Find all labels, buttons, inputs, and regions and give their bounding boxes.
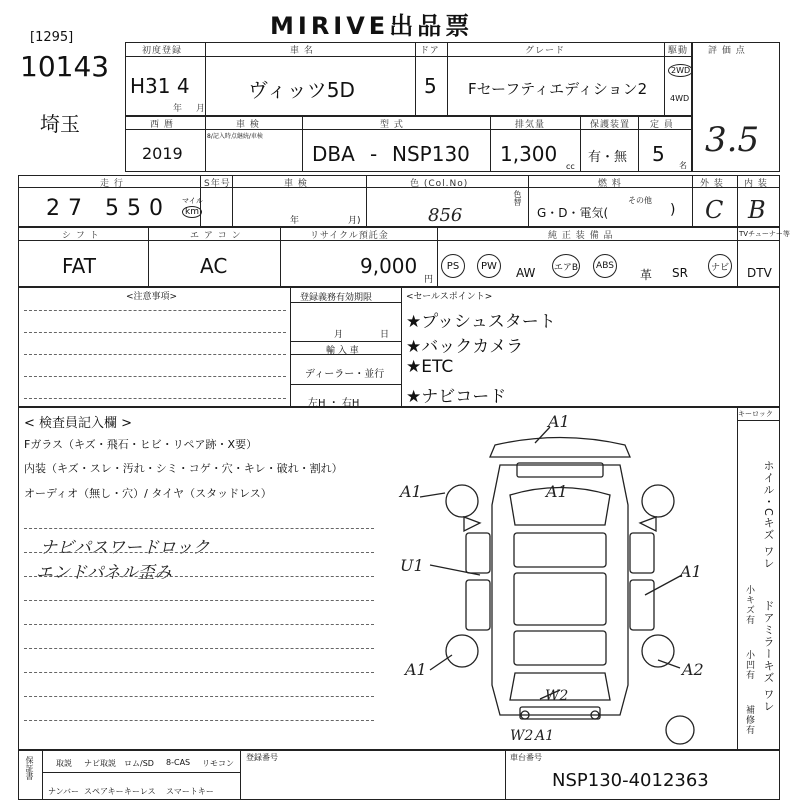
- chassis-value: NSP130-4012363: [552, 770, 709, 791]
- mileage-value: 27 550: [46, 196, 171, 221]
- footer-smart-key: スマートキー: [166, 787, 214, 796]
- interior-label: 内 装: [744, 179, 768, 189]
- equip-aw: AW: [516, 266, 536, 280]
- damage-mark-7: A2: [682, 660, 704, 679]
- equip-pw: PW: [477, 254, 501, 278]
- capacity-value: 5: [652, 142, 665, 166]
- footer-side-label: 保証書: [25, 756, 34, 780]
- color-value: 856: [428, 205, 463, 226]
- damage-mark-10: A1: [535, 728, 555, 744]
- damage-mark-8: W2: [545, 688, 569, 704]
- lot-number: 10143: [20, 50, 110, 83]
- km-unit: km: [182, 206, 202, 218]
- inspection2-year: 年: [290, 216, 300, 226]
- recycle-value: 9,000: [360, 254, 418, 278]
- footer-manual: 取説: [56, 759, 72, 768]
- type-dash: -: [370, 142, 378, 166]
- keylock-small-1: 小キズ有: [744, 585, 754, 625]
- inspection2-month: 月): [348, 216, 361, 226]
- seatbelt-label: 保護装置: [590, 120, 631, 130]
- footer-navi-manual: ナビ取説: [84, 759, 116, 768]
- damage-mark-3: A1: [546, 482, 568, 501]
- type-value: NSP130: [392, 142, 470, 166]
- keylock-mirror: ドアミラーキズ ワレ: [762, 600, 775, 713]
- damage-mark-4: U1: [400, 556, 424, 575]
- shift-value: FAT: [62, 254, 97, 278]
- mile-unit: マイル: [182, 197, 203, 205]
- displacement-label: 排気量: [515, 120, 546, 130]
- footer-rom: ロム/SD: [124, 759, 154, 768]
- reg-day: 日: [380, 330, 390, 340]
- damage-mark-9: W2: [510, 728, 534, 744]
- damage-mark-5: A1: [680, 562, 702, 581]
- damage-mark-6: A1: [405, 660, 427, 679]
- reg-deadline-label: 登録義務有効期限: [300, 293, 373, 303]
- caution-label: <注意事項>: [126, 292, 178, 302]
- footer-plate: ナンバー: [48, 787, 80, 796]
- footer-spare-key: スペアキー: [84, 787, 124, 796]
- tuner-label: TVチューナー等: [739, 230, 790, 238]
- equip-leather: 革: [640, 268, 653, 282]
- footer-keyless: キーレス: [124, 787, 156, 796]
- sales-label: <セールスポイント>: [406, 292, 493, 302]
- footer-bcas: 8-CAS: [166, 758, 191, 767]
- model-year-value: 2019: [142, 144, 183, 163]
- name-value: ヴィッツ5D: [248, 78, 355, 102]
- lot-bracket: [1295]: [30, 30, 74, 45]
- sales-point-2: ★バックカメラ: [406, 337, 524, 357]
- dealer-label: ディーラー・並行: [305, 369, 385, 380]
- type-prefix: DBA: [312, 142, 355, 166]
- inspection-note: 8/記入時点継続/車検: [207, 133, 263, 140]
- equip-abs: ABS: [593, 254, 617, 278]
- year-unit: 年: [173, 104, 184, 114]
- footer-remote: リモコン: [202, 759, 234, 768]
- color-label: 色 (Col.No): [410, 179, 469, 189]
- sales-point-4: ★ナビコード: [406, 387, 507, 407]
- ac-label: エ ア コ ン: [190, 231, 242, 241]
- shift-label: シ フ ト: [62, 231, 100, 241]
- s-label: S年号: [204, 179, 231, 189]
- fuel-other: その他: [628, 196, 652, 205]
- keylock-repair: 補修有: [744, 705, 754, 735]
- score-value: 3.5: [705, 120, 760, 160]
- drive-2wd: 2WD: [668, 64, 693, 77]
- type-label: 型 式: [380, 120, 404, 130]
- drive-label: 駆動: [668, 46, 689, 56]
- sales-point-1: ★プッシュスタート: [406, 312, 556, 332]
- equipment-label: 純 正 装 備 品: [548, 231, 614, 241]
- interior-line: 内装（キズ・スレ・汚れ・シミ・コゲ・穴・キレ・破れ・割れ）: [24, 462, 343, 475]
- sales-point-3: ★ETC: [406, 357, 454, 377]
- doors-value: 5: [424, 74, 437, 98]
- grade-label: グレード: [525, 46, 566, 56]
- first-reg-value: H31 4: [130, 74, 190, 98]
- grade-value: Fセーフティエディション2: [468, 80, 648, 98]
- audio-line: オーディオ（無し・穴）/ タイヤ（スタッドレス）: [24, 487, 272, 500]
- inspection2-label: 車 検: [284, 179, 308, 189]
- equip-dtv: DTV: [747, 266, 772, 280]
- displacement-value: 1,300: [500, 142, 558, 166]
- glass-line: Fガラス（キズ・飛石・ヒビ・リペア跡・X要）: [24, 438, 258, 451]
- fuel-value: G・D・電気(: [537, 206, 609, 220]
- keylock-label: キーロック: [738, 410, 773, 418]
- equip-airbag: エアB: [552, 254, 580, 278]
- damage-mark-1: A1: [548, 412, 570, 431]
- fuel-label: 燃 料: [598, 179, 622, 189]
- doors-label: ドア: [420, 46, 440, 56]
- first-reg-label: 初度登録: [142, 46, 183, 56]
- inspector-title: < 検査員記入欄 >: [24, 416, 133, 431]
- cc-unit: cc: [566, 162, 575, 171]
- equip-navi: ナビ: [708, 254, 732, 278]
- reg-no-label: 登録番号: [246, 753, 278, 762]
- equip-ps: PS: [441, 254, 465, 278]
- model-year-label: 西 暦: [150, 120, 174, 130]
- recycle-label: リサイクル預託金: [310, 231, 389, 241]
- keylock-small-2: 小凹有: [744, 650, 754, 680]
- seatbelt-value: 有・無: [588, 150, 628, 165]
- import-label: 輸 入 車: [326, 346, 359, 356]
- interior-value: B: [748, 196, 766, 224]
- form-title: MIRIVE出品票: [270, 12, 474, 40]
- keylock-wheel: ホイル・Cキズ ワレ: [762, 460, 775, 570]
- color-change: 色替: [513, 190, 522, 206]
- region: 埼玉: [40, 112, 80, 136]
- equip-sr: SR: [672, 266, 688, 280]
- inspection-label: 車 検: [236, 120, 260, 130]
- capacity-unit: 名: [679, 161, 687, 170]
- ac-value: AC: [200, 254, 228, 278]
- fuel-close: ): [670, 202, 676, 218]
- handwritten-note-1: ナビパスワードロック: [40, 538, 210, 558]
- reg-month: 月: [334, 330, 344, 340]
- name-label: 車 名: [290, 46, 314, 56]
- exterior-label: 外 装: [700, 179, 724, 189]
- steering-label: 左H ・ 右H: [308, 398, 360, 409]
- chassis-label: 車台番号: [510, 753, 542, 762]
- exterior-value: C: [705, 196, 724, 224]
- month-unit: 月: [196, 104, 207, 114]
- drive-4wd: 4WD: [670, 94, 690, 103]
- capacity-label: 定 員: [650, 120, 674, 130]
- handwritten-note-2: エンドパネル歪み: [36, 563, 172, 583]
- yen-unit: 円: [424, 275, 434, 285]
- score-label: 評 価 点: [708, 46, 746, 56]
- mileage-label: 走 行: [100, 179, 124, 189]
- damage-mark-2: A1: [400, 482, 422, 501]
